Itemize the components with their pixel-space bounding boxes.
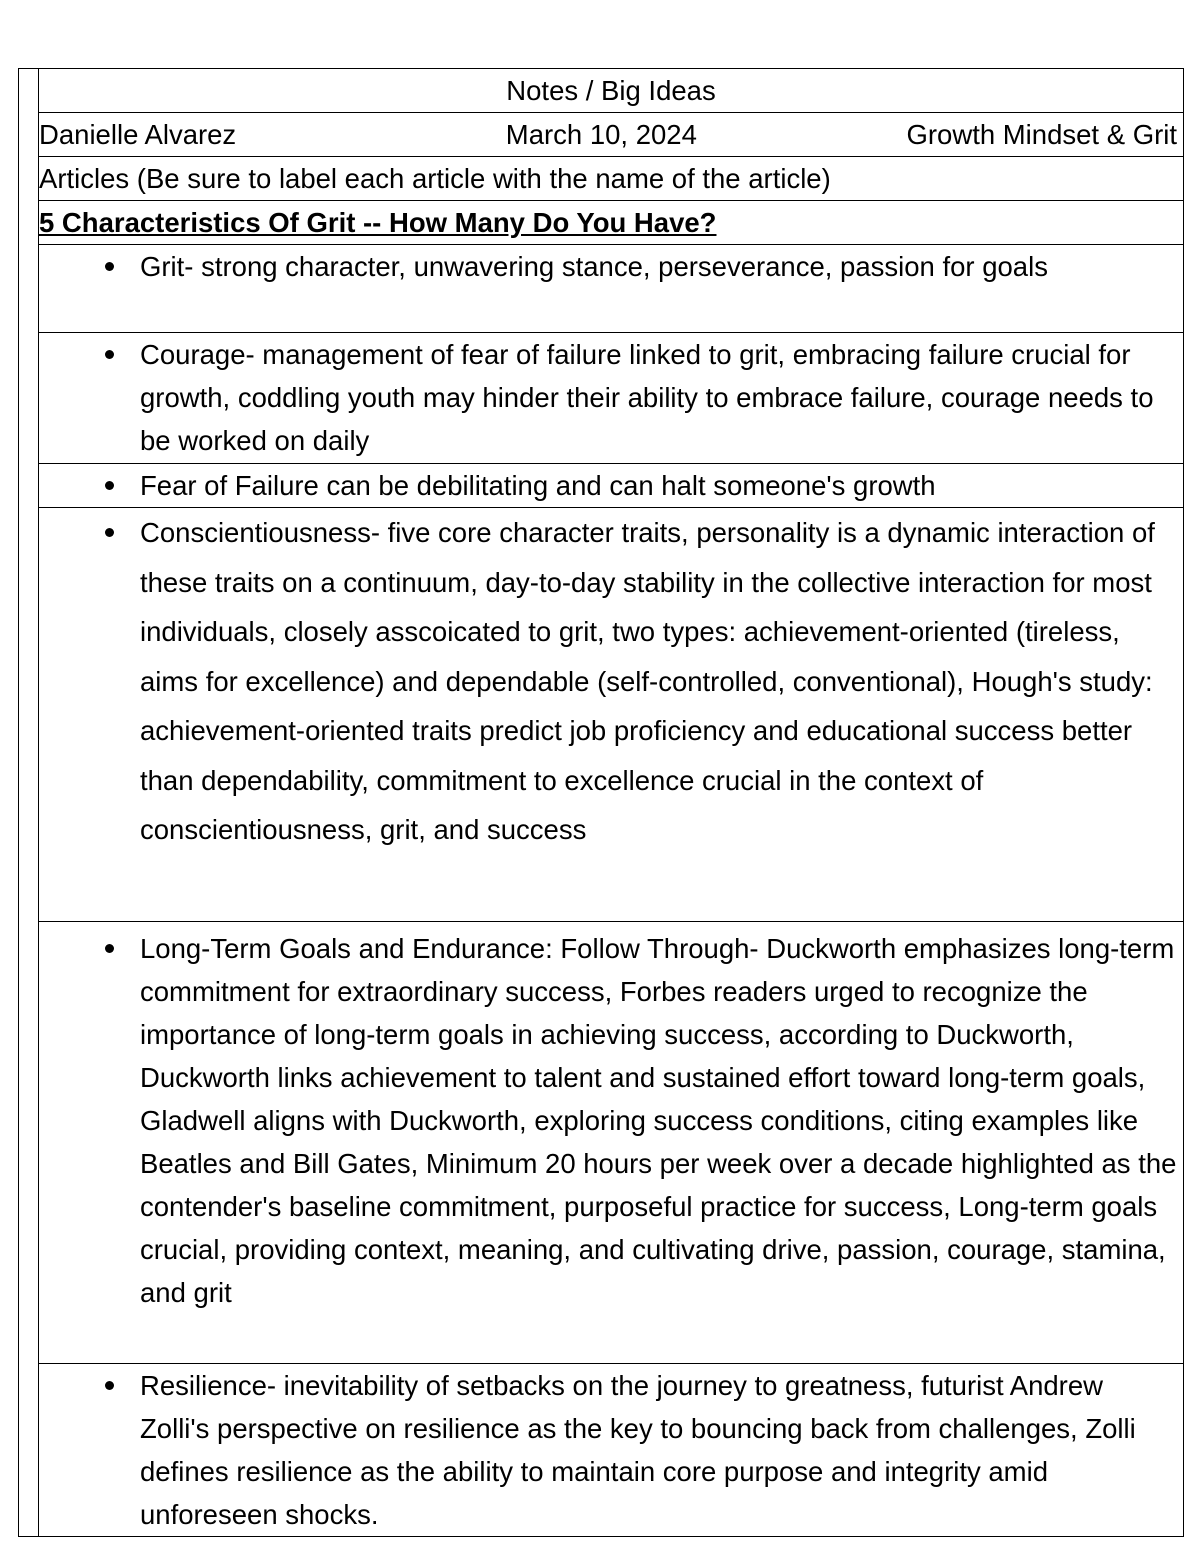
meta-row (19, 113, 1184, 157)
student-name: Danielle Alvarez (39, 119, 237, 150)
note-item: Conscientiousness- five core character traits, personality is a dynamic interaction of these traits on a continuum, day-to-day stability in the collective interaction for most individuals, closely asscoicated to grit, two types: achievement-oriented (tireless, aims for excellence) and dependable (self-controlled, conventional), Hough's study: achievement-oriented traits predict job proficiency and educational success better than dependability, commitment to excellence crucial in the context of conscientiousness, grit, and success (39, 508, 1177, 855)
articles-row (19, 157, 1184, 201)
article-title: 5 Characteristics Of Grit -- How Many Do You Have? (39, 201, 1184, 245)
notes-table (18, 68, 1184, 1537)
articles-instruction: Articles (Be sure to label each article with the name of the article) (39, 157, 1184, 201)
note-row-resilience (19, 1364, 1184, 1537)
note-item: Grit- strong character, unwavering stance, perseverance, passion for goals (39, 245, 1177, 288)
note-date: March 10, 2024 (505, 119, 697, 150)
note-item: Long-Term Goals and Endurance: Follow Through- Duckworth emphasizes long-term commitment for extraordinary success, Forbes readers urged to recognize the importance of long-term goals in achieving success, according to Duckworth, Duckworth links achievement to talent and sustained effort toward long-term goals, Gladwell aligns with Duckworth, exploring success conditions, citing examples like Beatles and Bill Gates, Minimum 20 hours per week over a decade highlighted as the contender's baseline commitment, purposeful practice for success, Long-term goals crucial, providing context, meaning, and cultivating drive, passion, courage, stamina, and grit (39, 927, 1177, 1314)
note-item: Courage- management of fear of failure linked to grit, embracing failure crucial for growth, coddling youth may hinder their ability to embrace failure, courage needs to be worked on daily (39, 333, 1177, 462)
note-row-fear-of-failure (19, 464, 1184, 508)
note-row-grit (19, 245, 1184, 333)
meta-line (39, 113, 1183, 156)
article-title-row (19, 201, 1184, 245)
title-row (19, 69, 1184, 113)
note-item: Fear of Failure can be debilitating and can halt someone's growth (39, 464, 1177, 507)
note-item: Resilience- inevitability of setbacks on the journey to greatness, futurist Andrew Zolli's perspective on resilience as the key to bouncing back from challenges, Zolli defines resilience as the ability to maintain core purpose and integrity amid unforeseen shocks. (39, 1364, 1177, 1536)
note-row-courage (19, 333, 1184, 464)
margin-column (19, 69, 39, 1537)
note-row-long-term-goals (19, 922, 1184, 1364)
note-row-conscientiousness (19, 508, 1184, 922)
notes-title: Notes / Big Ideas (39, 69, 1184, 113)
note-topic: Growth Mindset & Grit (906, 119, 1177, 150)
